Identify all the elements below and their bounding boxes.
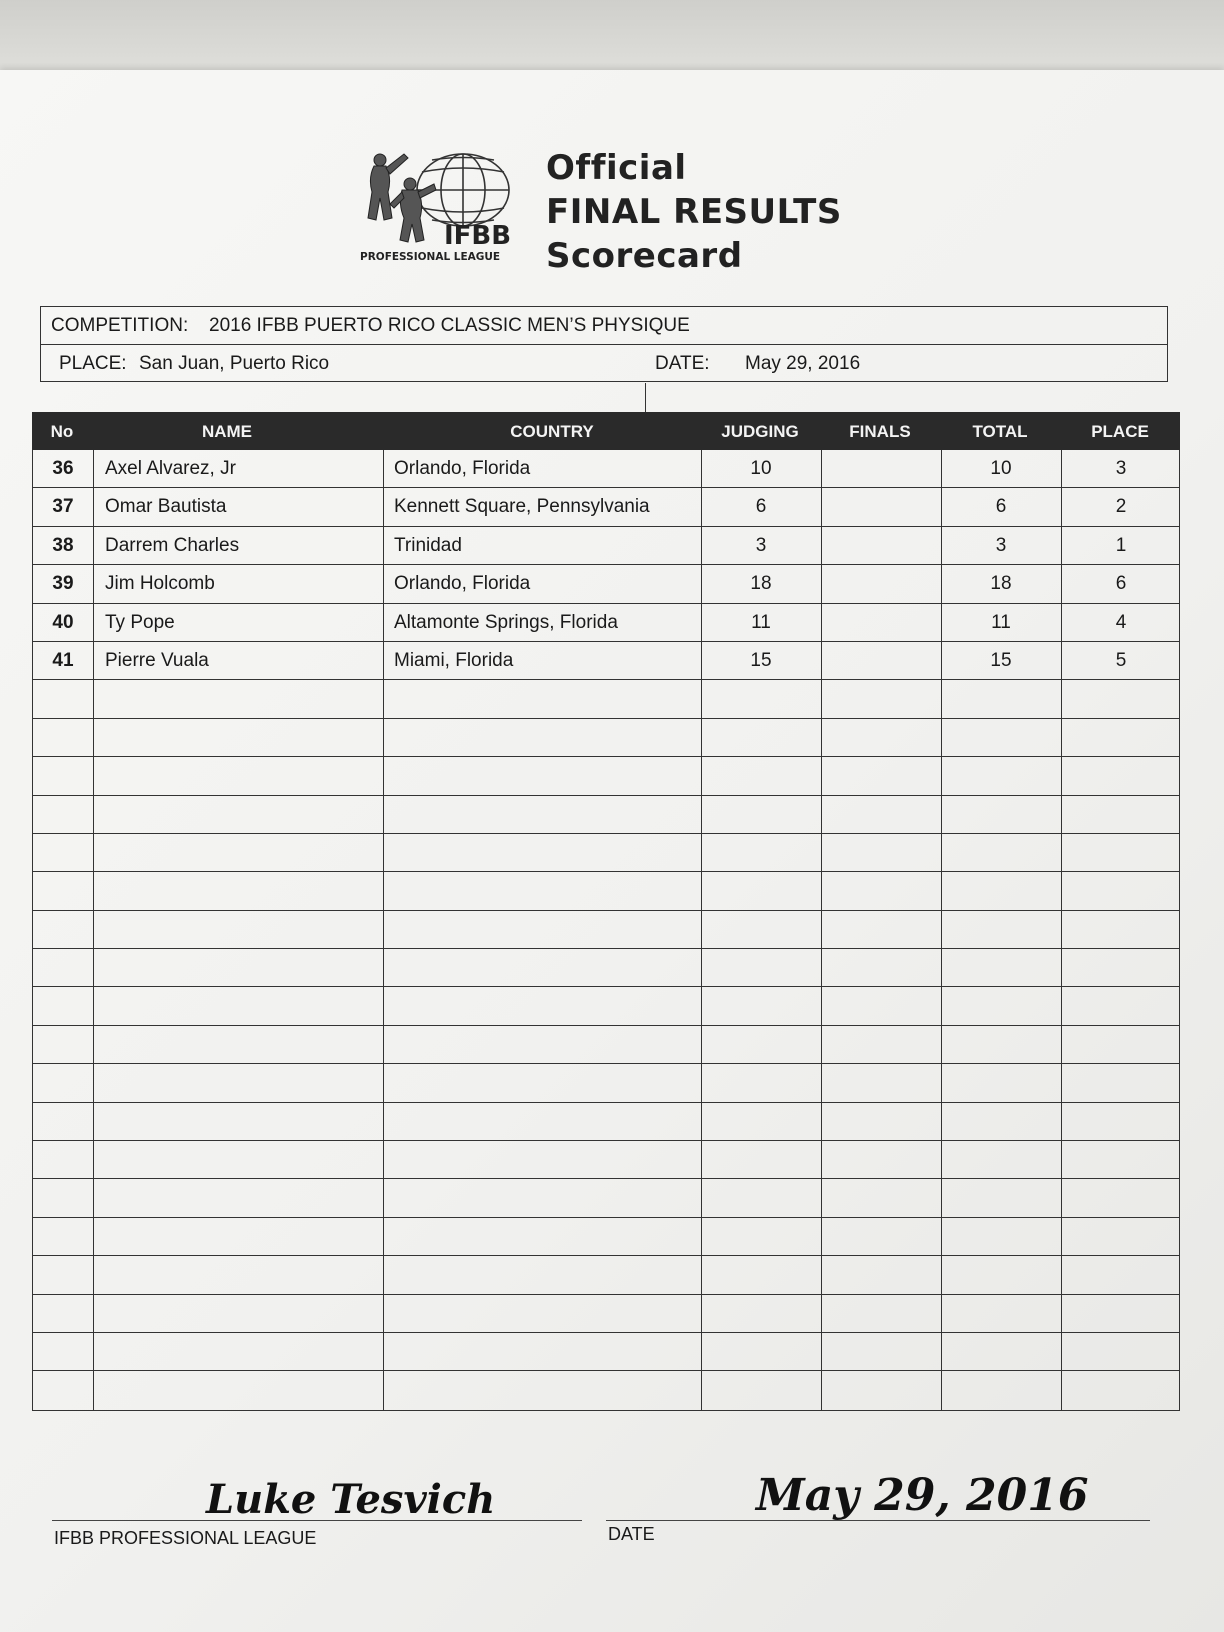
cell-total: 6: [995, 496, 1007, 518]
title-line-scorecard: Scorecard: [546, 236, 743, 276]
empty-table-row: [33, 834, 1179, 872]
cell-total: 3: [995, 534, 1007, 556]
cell-name: Ty Pope: [105, 611, 175, 633]
header-total: TOTAL: [972, 422, 1028, 441]
cell-no: 37: [52, 496, 74, 518]
ifbb-logo: [358, 148, 530, 272]
empty-table-row: [33, 1064, 1179, 1102]
header-finals: FINALS: [849, 422, 911, 441]
cell-name: Jim Holcomb: [105, 573, 215, 595]
results-table: [32, 412, 1180, 1411]
cell-no: 38: [52, 534, 74, 556]
official-signature: Luke Tesvich: [206, 1476, 496, 1523]
cell-total: 10: [990, 458, 1012, 479]
cell-total: 11: [991, 611, 1011, 633]
signature-line: [52, 1520, 582, 1521]
place-label: PLACE:: [59, 353, 127, 374]
cell-judging: 18: [750, 573, 772, 595]
empty-table-row: [33, 911, 1179, 949]
cell-judging: 11: [751, 611, 771, 633]
cell-place: 6: [1115, 573, 1127, 595]
place-date-row: [41, 345, 1167, 383]
header-judging: JUDGING: [721, 422, 799, 441]
place-value: San Juan, Puerto Rico: [139, 353, 330, 374]
cell-no: 41: [52, 649, 74, 671]
header-name: NAME: [201, 422, 253, 441]
title-line-final-results: FINAL RESULTS: [546, 192, 842, 232]
table-row: [33, 488, 1179, 526]
cell-country: Orlando, Florida: [394, 458, 531, 479]
table-header: [32, 412, 1180, 450]
empty-table-row: [33, 1026, 1179, 1064]
cell-judging: 3: [755, 534, 767, 556]
table-body: [32, 450, 1180, 1411]
competition-label: COMPETITION:: [51, 315, 189, 336]
empty-table-row: [33, 949, 1179, 987]
empty-table-row: [33, 1179, 1179, 1217]
handwritten-date: May 29, 2016: [756, 1470, 1089, 1521]
empty-table-row: [33, 1141, 1179, 1179]
cell-name: Axel Alvarez, Jr: [105, 458, 236, 479]
table-row: [33, 565, 1179, 603]
cell-total: 15: [990, 649, 1012, 671]
cell-place: 2: [1115, 496, 1127, 518]
cell-judging: 6: [755, 496, 767, 518]
logo-ifbb-text: IFBB: [444, 221, 512, 251]
footer-date-label: DATE: [608, 1524, 655, 1544]
title-line-official: Official: [546, 148, 687, 188]
cell-place: 1: [1115, 534, 1127, 556]
empty-table-row: [33, 1371, 1179, 1409]
empty-table-row: [33, 680, 1179, 718]
document-title: [546, 146, 842, 278]
cell-name: Pierre Vuala: [105, 649, 209, 671]
table-row: [33, 527, 1179, 565]
cell-name: Darrem Charles: [105, 534, 240, 556]
table-row: [33, 604, 1179, 642]
competition-info-box: [40, 306, 1168, 382]
competition-row: [41, 307, 1167, 345]
header-place: PLACE: [1091, 422, 1149, 441]
cell-country: Altamonte Springs, Florida: [394, 611, 618, 633]
cell-judging: 15: [750, 649, 772, 671]
header-no: No: [50, 422, 74, 441]
table-row: [33, 450, 1179, 488]
empty-table-row: [33, 1218, 1179, 1256]
empty-table-row: [33, 987, 1179, 1025]
empty-table-row: [33, 872, 1179, 910]
header-country: COUNTRY: [510, 422, 594, 441]
empty-table-row: [33, 796, 1179, 834]
date-value: May 29, 2016: [745, 353, 861, 374]
empty-table-row: [33, 1256, 1179, 1294]
cell-no: 40: [52, 611, 74, 633]
cell-place: 4: [1115, 611, 1127, 633]
cell-place: 5: [1115, 649, 1127, 671]
league-label: IFBB PROFESSIONAL LEAGUE: [54, 1528, 317, 1548]
cell-total: 18: [990, 573, 1012, 595]
date-line: [606, 1520, 1150, 1521]
empty-table-row: [33, 1103, 1179, 1141]
cell-country: Miami, Florida: [394, 649, 514, 671]
cell-country: Trinidad: [394, 534, 462, 556]
empty-table-row: [33, 719, 1179, 757]
empty-table-row: [33, 1333, 1179, 1371]
cell-place: 3: [1115, 458, 1127, 479]
cell-country: Orlando, Florida: [394, 573, 531, 595]
cell-name: Omar Bautista: [105, 496, 227, 518]
cell-judging: 10: [750, 458, 772, 479]
cell-no: 36: [52, 458, 74, 479]
table-row: [33, 642, 1179, 680]
competition-value: 2016 IFBB PUERTO RICO CLASSIC MEN’S PHYSIQUE: [209, 315, 690, 336]
logo-league-text: PROFESSIONAL LEAGUE: [360, 251, 501, 263]
cell-country: Kennett Square, Pennsylvania: [394, 496, 650, 518]
empty-table-row: [33, 757, 1179, 795]
empty-table-row: [33, 1295, 1179, 1333]
cell-no: 39: [52, 573, 74, 595]
date-label: DATE:: [655, 353, 710, 374]
